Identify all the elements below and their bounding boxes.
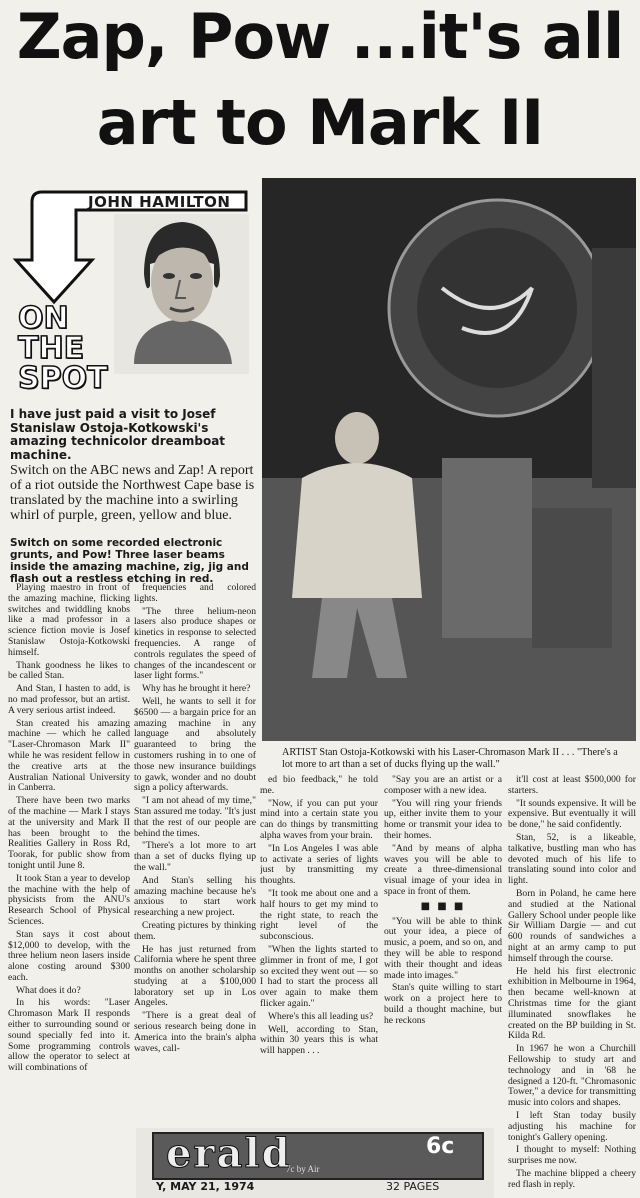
paragraph: Stan's quite willing to start work on a project here to build a thought machine, but he reckons [384, 982, 502, 1026]
paragraph: "And by means of alpha waves you will be able to create a three-dimensional visual image of your idea in space in front of them. [384, 842, 502, 897]
paragraph: "When the lights started to glimmer in front of me, I got so excited they went out — so I had to start the process all over again to make them flicker again." [260, 943, 378, 1009]
paragraph: Well, according to Stan, within 30 years this is what will happen . . . [260, 1023, 378, 1057]
paragraph: Playing maestro in front of the amazing machine, flicking switches and twiddling knobs like a mad professor in a science fiction movie is Josef Stanislaw Ostoja-Kotkowski himself. [8, 583, 130, 658]
headline-line-1: Zap, Pow ...it's all [16, 0, 624, 73]
article-column-1 [8, 583, 130, 1163]
section-separator: ■ ■ ■ [420, 900, 466, 912]
article-column-4 [384, 775, 502, 1135]
masthead-by-air: 7c by Air [286, 1164, 320, 1174]
article-column-5 [508, 775, 636, 1195]
masthead-pages: 32 PAGES [386, 1180, 440, 1193]
paragraph: He held his first electronic exhibition in Melbourne in 1964, then became well-known at Christmas time for the giant illuminated snowflakes he created on the BP building in St. Kilda Rd. [508, 965, 636, 1042]
article-column-3 [260, 775, 378, 1127]
paragraph: Creating pictures by thinking them. [134, 919, 256, 942]
paragraph: Stan, 52, is a likeable, talkative, bustling man who has devoted much of his life to translating sound into color and light. [508, 831, 636, 887]
paragraph: "It sounds expensive. It will be expensive. But eventually it will be done," he said confidently. [508, 797, 636, 831]
paragraph: "Now, if you can put your mind into a certain state you can do things by transmitting alpha waves from your brain. [260, 797, 378, 841]
paragraph: "It took me about one and a half hours to get my mind to the right state, to reach the right level of the subconscious. [260, 887, 378, 943]
author-portrait [114, 214, 249, 374]
paragraph: I thought to myself: Nothing surprises me now. [508, 1144, 636, 1167]
paragraph: it'll cost at least $500,000 for starters. [508, 775, 636, 796]
paragraph: "Say you are an artist or a composer with a new idea. [384, 775, 502, 796]
masthead-price: 6c [426, 1134, 455, 1159]
byline-box [6, 180, 256, 396]
paragraph: Thank goodness he likes to be called Stan. [8, 659, 130, 682]
artist-photo [262, 178, 636, 741]
paragraph: There have been two marks of the machine — Mark I stays at the university and Mark II has been brought to the Realities Gallery in Ross Rd, Toorak, for public show from tonight until June 8. [8, 795, 130, 871]
paragraph: In 1967 he won a Churchill Fellowship to study art and technology and in '68 he designed a 120-ft. "Chromasonic Tower," a device for transmitting music into colors and shapes. [508, 1043, 636, 1109]
intro-paragraph-1: Switch on the ABC news and Zap! A report of a riot outside the Northwest Cape base is translated by the machine into a swirling whirl of purple, green, yellow and blue. [10, 463, 255, 523]
headline-line-2: art to Mark II [96, 86, 544, 159]
paragraph: "You will be able to think out your idea, a piece of music, a poem, and so on, and they will be able to respond with their thought and ideas made into images." [384, 915, 502, 981]
paragraph: What does it do? [16, 984, 81, 996]
paragraph: The machine blipped a cheery red flash in reply. [508, 1167, 636, 1190]
paragraph: I left Stan today busily adjusting his machine for tonight's Gallery opening. [508, 1109, 636, 1143]
paragraph: "In Los Angeles I was able to activate a series of lights just by transmitting my thoughts. [260, 842, 378, 887]
paragraph: frequencies and colored lights. [134, 583, 256, 604]
paragraph: It took Stan a year to develop the machine with the help of physicists from the ANU's Research School of Physical Sciences. [8, 872, 130, 927]
paragraph: Stan created his amazing machine — which he called "Laser-Chromason Mark II" while he was resident fellow in the creative arts at the Australian National University in Canberra. [8, 717, 130, 794]
masthead-date: Y, MAY 21, 1974 [156, 1180, 255, 1193]
paragraph: And Stan, I hasten to add, is no mad professor, but an artist. A very serious artist indeed. [8, 683, 130, 716]
paragraph: Why has he brought it here? [142, 683, 251, 695]
paragraph: In his words: "Laser Chromason Mark II responds either to surrounding sound or sound specially fed into it. Some programming controls allow the operator to select at will combinations of [8, 997, 130, 1074]
paragraph: "The three helium-neon lasers also produce shapes or kinetics in response to selected frequencies. A range of controls regulates the speed of changes of the incandescent or laser light forms." [134, 605, 256, 682]
spot-word: SPOT [18, 361, 108, 396]
paragraph: "I am not ahead of my time," Stan assured me today. "It's just that the rest of our people are behind the times. [134, 795, 256, 839]
photo-caption: ARTIST Stan Ostoja-Kotkowski with his Laser-Chromason Mark II . . . "There's a lot more to art than a set of ducks flying up the wall." [282, 747, 618, 770]
paragraph: Well, he wants to sell it for $6500 — a bargain price for an amazing machine in any language and absolutely guaranteed to bring the customers rushing in to one of those new insurance buildings to gawk, wonder and no doubt sign a policy afterwards. [134, 695, 256, 794]
masthead-clipping [136, 1128, 494, 1198]
paragraph: Where's this all leading us? [268, 1010, 374, 1022]
paragraph: Stan says it cost about $12,000 to develop, with the three helium neon lasers inside alone costing around $300 each. [8, 928, 130, 983]
paragraph: "You will ring your friends up, either invite them to your home or transmit your idea to their homes. [384, 797, 502, 841]
paragraph: He has just returned from California where he spent three months on another scholarship studying at a $100,000 laboratory set up in Los Angeles. [134, 943, 256, 1009]
intro-paragraph-2: Switch on some recorded electronic grunts, and Pow! Three laser beams inside the amazing machine, zig, jig and flash out a restless etching in red. [10, 537, 249, 585]
on-word: ON [18, 301, 69, 336]
byline-column-words [18, 301, 108, 396]
paragraph: ed bio feedback," he told me. [260, 775, 378, 796]
masthead-logo: erald [166, 1130, 292, 1177]
paragraph: "There's a lot more to art than a set of ducks flying up the wall." [134, 840, 256, 873]
byline-name: JOHN HAMILTON [88, 193, 231, 211]
the-word: THE [18, 331, 85, 366]
paragraph: "There is a great deal of serious research being done in America into the brain's alpha waves, call- [134, 1010, 256, 1054]
article-column-2 [134, 583, 256, 1123]
paragraph: And Stan's selling his amazing machine because he's anxious to start work researching a new project. [134, 874, 256, 919]
intro-lead: I have just paid a visit to Josef Stanislaw Ostoja-Kotkowski's amazing technicolor dreamboat machine. [10, 407, 226, 462]
paragraph: Born in Poland, he came here and studied at the National Gallery School under people like Sir William Dargie — and cut 600 rounds of sandwiches a night at an army camp to put himself through the course. [508, 887, 636, 964]
